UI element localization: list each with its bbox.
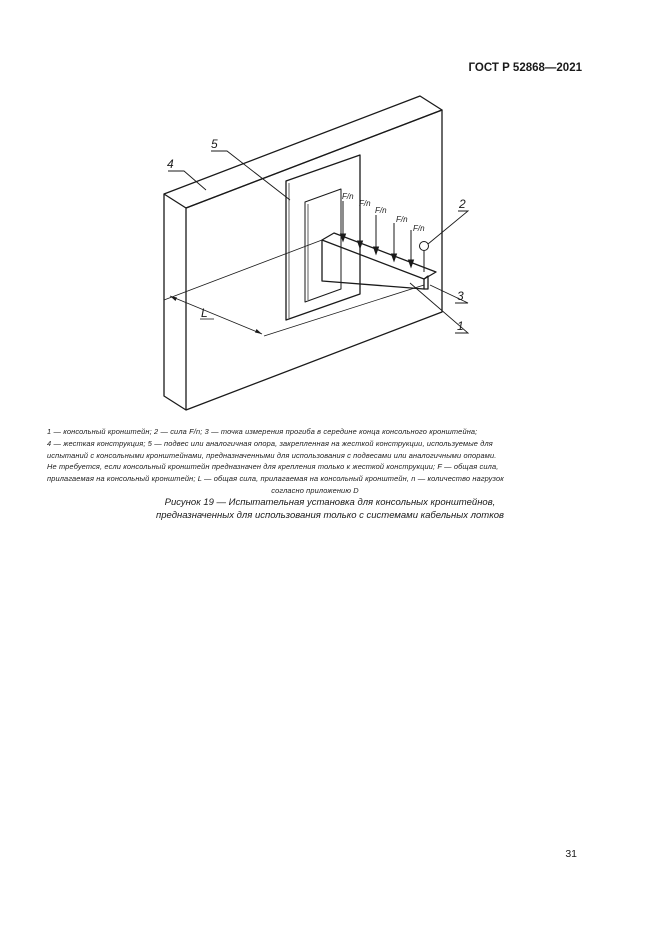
wall-top-edge	[164, 96, 442, 208]
label-3: 3	[457, 289, 464, 303]
legend-line: 4 — жесткая конструкция; 5 — подвес или аналогичная опора, закрепленная на жесткой конструкции, используемые для	[47, 438, 493, 448]
measurement-point	[420, 242, 429, 251]
figure-caption	[80, 496, 580, 522]
force-arrowhead-4	[392, 254, 397, 261]
page-number: 31	[565, 848, 577, 860]
label-4: 4	[167, 157, 174, 171]
caption-line: предназначенных для использования только с системами кабельных лотков	[156, 510, 504, 521]
legend-line: Не требуется, если консольный кронштейн предназначен для крепления только к жесткой конструкции; F — общая сила,	[47, 462, 499, 472]
label-1: 1	[457, 319, 464, 333]
figure-legend	[47, 426, 583, 497]
dimension-arrowhead-left	[170, 296, 177, 301]
legend-line: испытаний с консольными кронштейнами, предназначенными для использования с подвесами или аналогичными опорами.	[47, 450, 497, 460]
label-length: L	[201, 306, 208, 320]
force-label-5: F/n	[413, 224, 425, 233]
force-label-2: F/n	[359, 199, 371, 208]
wall-front-face	[164, 194, 186, 410]
caption-line: Рисунок 19 — Испытательная установка для консольных кронштейнов,	[164, 497, 496, 508]
label-2: 2	[459, 197, 466, 211]
dimension-line-L	[170, 296, 262, 334]
bracket-top	[322, 233, 436, 279]
test-setup-figure	[150, 92, 480, 422]
standard-code: ГОСТ Р 52868—2021	[468, 62, 582, 74]
force-arrowhead-2	[358, 241, 363, 248]
legend-line: прилагаемая на консольный кронштейн; L — общая сила, прилагаемая на консольный кронштейн, n — количество нагрузок	[47, 474, 504, 484]
force-label-1: F/n	[342, 192, 354, 201]
force-label-4: F/n	[396, 215, 408, 224]
leader-2	[428, 211, 468, 244]
dimension-arrowhead-right	[255, 329, 262, 334]
leader-5	[211, 151, 290, 200]
test-setup-drawing	[150, 92, 480, 422]
label-5: 5	[211, 137, 218, 151]
legend-line: 1 — консольный кронштейн; 2 — сила F/n; 3 — точка измерения прогиба в середине конца консольного кронштейна;	[47, 427, 478, 436]
dimension-extension-left	[164, 240, 322, 300]
force-arrowhead-5	[409, 260, 414, 267]
force-arrowhead-3	[374, 247, 379, 254]
force-label-3: F/n	[375, 206, 387, 215]
legend-line: согласно приложению D	[271, 485, 359, 495]
